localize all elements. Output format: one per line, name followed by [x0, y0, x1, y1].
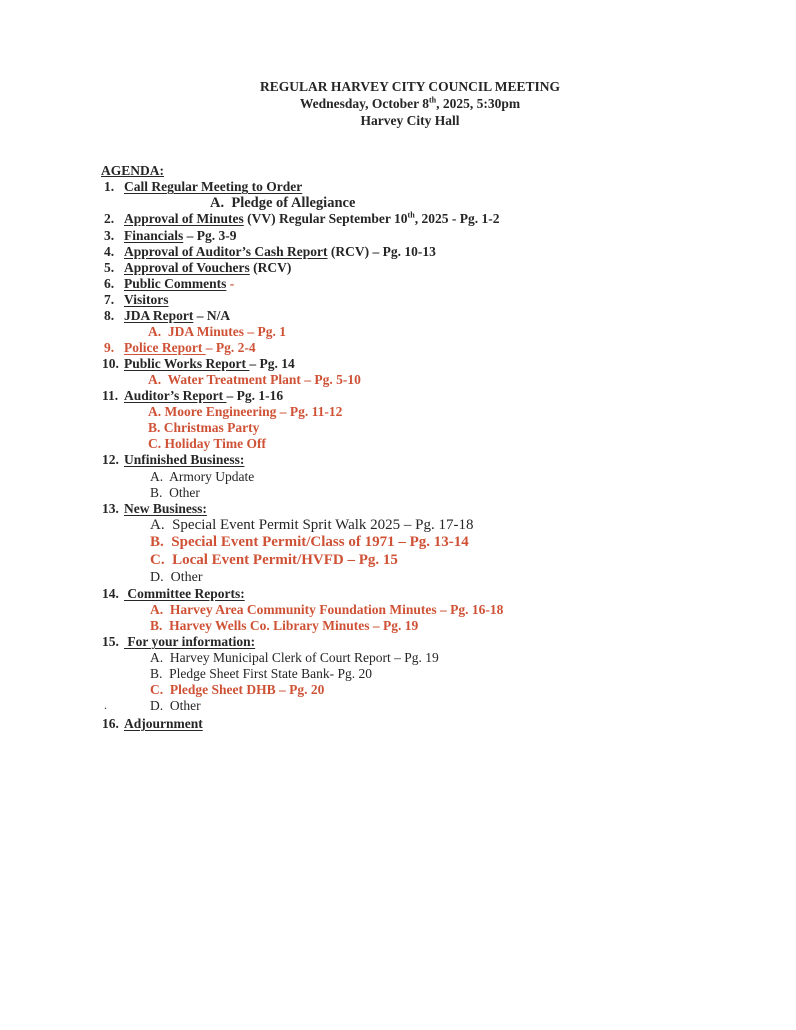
- item-text: B. Special Event Permit/Class of 1971 – Pg. 13-14: [150, 534, 469, 550]
- agenda-item: [104, 228, 237, 244]
- item-text: JDA Report: [124, 308, 194, 323]
- agenda-item: [104, 308, 231, 324]
- agenda-item: [104, 244, 436, 260]
- meeting-title: REGULAR HARVEY CITY COUNCIL MEETING: [259, 79, 561, 94]
- agenda-item: [104, 210, 500, 227]
- date-time: , 2025, 5:30pm: [436, 96, 521, 111]
- item-text: A. Water Treatment Plant – Pg. 5-10: [148, 372, 361, 387]
- item-text: (VV) Regular September 10: [243, 211, 408, 226]
- item-text: A. Armory Update: [150, 469, 255, 484]
- agenda-subitem: [150, 485, 200, 501]
- item-text: A. Harvey Municipal Clerk of Court Report – Pg. 19: [150, 650, 439, 665]
- agenda-subitem: [148, 324, 286, 340]
- item-number: 16.: [102, 716, 119, 731]
- agenda-item: [104, 260, 292, 276]
- item-text: Public Works Report: [124, 356, 250, 371]
- item-number: 4.: [104, 244, 115, 259]
- item-text: B. Pledge Sheet First State Bank- Pg. 20: [150, 666, 372, 681]
- item-text: A. JDA Minutes – Pg. 1: [148, 324, 286, 339]
- agenda-subitem: [150, 469, 254, 485]
- agenda-item: [104, 179, 303, 195]
- agenda-item: [102, 586, 245, 602]
- item-text: – Pg. 2-4: [205, 340, 256, 355]
- item-text: th: [407, 210, 415, 220]
- agenda-item: [102, 501, 207, 517]
- item-text: – N/A: [193, 308, 231, 323]
- item-text: , 2025 - Pg. 1-2: [414, 211, 500, 226]
- item-text: – Pg. 14: [249, 356, 295, 371]
- item-text: (RCV) – Pg. 10-13: [327, 244, 436, 259]
- agenda-item: [102, 356, 295, 372]
- item-number: 1.: [104, 179, 115, 194]
- item-text: Public Comments: [124, 276, 227, 291]
- item-text: C. Holiday Time Off: [148, 436, 267, 451]
- item-number: 9.: [104, 340, 115, 355]
- item-text: – Pg. 3-9: [183, 228, 237, 243]
- item-text: New Business:: [124, 501, 207, 516]
- agenda-subitem: [148, 420, 259, 436]
- agenda-subitem: [150, 570, 203, 586]
- item-text: Committee Reports:: [124, 586, 245, 601]
- item-text: Adjournment: [124, 716, 203, 731]
- item-text: Approval of Minutes: [124, 211, 244, 226]
- date-ordinal: th: [428, 95, 437, 105]
- item-number: 2.: [104, 211, 115, 226]
- meeting-location: Harvey City Hall: [360, 113, 460, 128]
- agenda-subitem: [150, 666, 372, 682]
- agenda-subitem: [148, 372, 361, 388]
- agenda-subitem: [150, 698, 201, 714]
- item-number: 14.: [102, 586, 119, 601]
- item-text: Approval of Vouchers: [124, 260, 250, 275]
- item-number: 11.: [102, 388, 119, 403]
- agenda-subitem: [150, 552, 398, 568]
- item-text: A. Pledge of Allegiance: [210, 195, 356, 211]
- item-text: -: [226, 276, 235, 291]
- item-number: 3.: [104, 228, 115, 243]
- item-text: Visitors: [124, 292, 169, 307]
- item-text: A. Harvey Area Community Foundation Minutes – Pg. 16-18: [150, 602, 504, 617]
- item-text: For your information:: [124, 634, 256, 649]
- item-text: A. Moore Engineering – Pg. 11-12: [148, 404, 343, 419]
- agenda-subitem: [150, 618, 418, 634]
- agenda-item: [104, 292, 169, 308]
- agenda-subitem: [150, 682, 324, 698]
- agenda-item: [104, 276, 235, 292]
- agenda-heading: AGENDA:: [101, 163, 164, 178]
- item-number: 13.: [102, 501, 119, 516]
- agenda-subitem: [210, 195, 355, 211]
- item-number: 5.: [104, 260, 115, 275]
- agenda-item: [102, 634, 256, 650]
- item-text: D. Other: [150, 698, 201, 713]
- item-text: Approval of Auditor’s Cash Report: [124, 244, 328, 259]
- agenda-subitem: [150, 602, 503, 618]
- item-text: C. Pledge Sheet DHB – Pg. 20: [150, 682, 325, 697]
- item-number: 15.: [102, 634, 119, 649]
- stray-mark: .: [104, 698, 107, 712]
- item-text: Unfinished Business:: [124, 452, 245, 467]
- item-text: A. Special Event Permit Sprit Walk 2025 – Pg. 17-18: [150, 517, 474, 533]
- item-text: Financials: [124, 228, 184, 243]
- item-text: – Pg. 1-16: [226, 388, 284, 403]
- item-text: Call Regular Meeting to Order: [124, 179, 303, 194]
- item-number: 8.: [104, 308, 115, 323]
- agenda-item: [102, 388, 284, 404]
- item-text: D. Other: [150, 570, 203, 585]
- agenda-subitem: [150, 517, 474, 533]
- item-text: B. Harvey Wells Co. Library Minutes – Pg. 19: [150, 618, 419, 633]
- item-text: B. Other: [150, 485, 200, 500]
- agenda-subitem: [148, 404, 342, 420]
- item-text: Police Report: [124, 340, 206, 355]
- agenda-item: [102, 716, 203, 732]
- meeting-date: [0, 96, 796, 112]
- item-number: 10.: [102, 356, 119, 371]
- agenda-subitem: [148, 436, 266, 452]
- item-text: (RCV): [249, 260, 292, 275]
- agenda-item: [104, 340, 256, 356]
- item-text: B. Christmas Party: [148, 420, 260, 435]
- item-number: 12.: [102, 452, 119, 467]
- agenda-item: [102, 452, 245, 468]
- item-number: 7.: [104, 292, 115, 307]
- item-text: Auditor’s Report: [124, 388, 227, 403]
- item-number: 6.: [104, 276, 115, 291]
- agenda-subitem: [150, 534, 469, 550]
- agenda-subitem: [150, 650, 439, 666]
- date-text: Wednesday, October 8: [299, 96, 429, 111]
- item-text: C. Local Event Permit/HVFD – Pg. 15: [150, 552, 398, 568]
